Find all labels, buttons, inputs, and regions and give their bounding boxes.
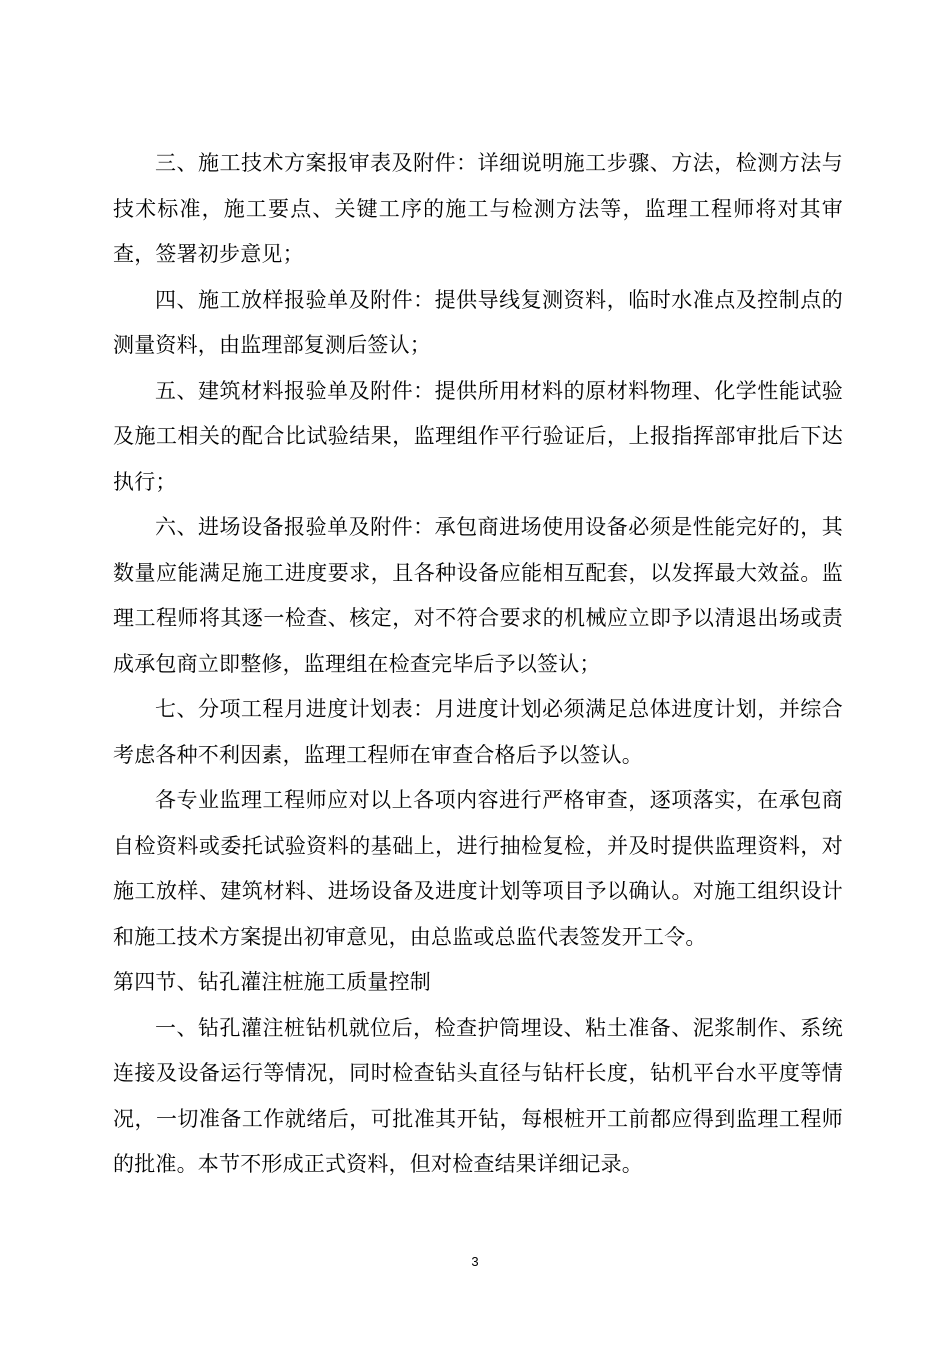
paragraph-materials-inspection: 五、建筑材料报验单及附件：提供所用材料的原材料物理、化学性能试验及施工相关的配合比试验结果，监理组作平行验证后，上报指挥部审批后下达执行； xyxy=(113,378,843,494)
paragraph-monthly-schedule: 七、分项工程月进度计划表：月进度计划必须满足总体进度计划，并综合考虑各种不利因素，监理工程师在审查合格后予以签认。 xyxy=(113,697,843,767)
section-heading: 第四节、钻孔灌注桩施工质量控制 xyxy=(113,970,431,994)
paragraph-equipment-inspection: 六、进场设备报验单及附件：承包商进场使用设备必须是性能完好的，其数量应能满足施工进度要求，且各种设备应能相互配套，以发挥最大效益。监理工程师将其逐一检查、核定，对不符合要求的机械应立即予以清退出场或责成承包商立即整修，监理组在检查完毕后予以签认； xyxy=(113,515,843,676)
paragraph-stakeout-inspection: 四、施工放样报验单及附件：提供导线复测资料，临时水准点及控制点的测量资料，由监理部复测后签认； xyxy=(113,287,843,357)
page-number: 3 xyxy=(471,1254,479,1269)
paragraph-construction-plan: 三、施工技术方案报审表及附件：详细说明施工步骤、方法，检测方法与技术标准，施工要点、关键工序的施工与检测方法等，监理工程师将对其审查，签署初步意见； xyxy=(113,151,843,266)
paragraph-drilling-rig-check: 一、钻孔灌注桩钻机就位后，检查护筒埋设、粘土准备、泥浆制作、系统连接及设备运行等情况，同时检查钻头直径与钻杆长度，钻机平台水平度等情况，一切准备工作就绪后，可批准其开钻，每根桩开工前都应得到监理工程师的批准。本节不形成正式资料，但对检查结果详细记录。 xyxy=(113,1015,843,1176)
document-body xyxy=(113,141,843,1188)
paragraph-engineer-review: 各专业监理工程师应对以上各项内容进行严格审查，逐项落实，在承包商自检资料或委托试验资料的基础上，进行抽检复检，并及时提供监理资料，对施工放样、建筑材料、进场设备及进度计划等项目予以确认。对施工组织设计和施工技术方案提出初审意见，由总监或总监代表签发开工令。 xyxy=(113,788,843,949)
